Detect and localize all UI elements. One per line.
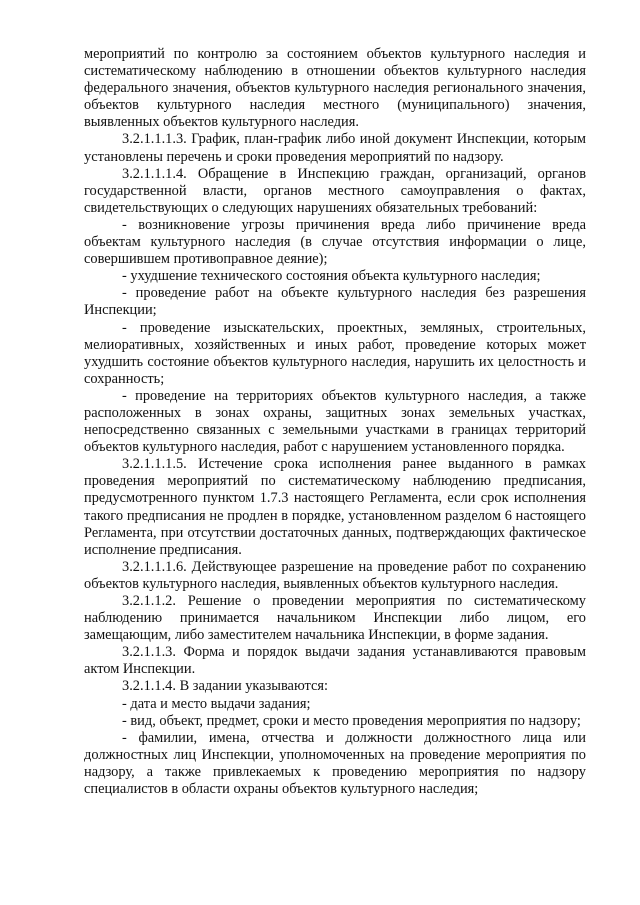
list-item-date-place: - дата и место выдачи задания; xyxy=(122,695,311,712)
list-item-threat: - возникновение угрозы причинения вреда либо причинение вреда объектам культурного наследия (в случае отсутствия информации о лице, совершившем противоправное деяние); xyxy=(84,216,586,268)
paragraph-3-2-1-1-4: 3.2.1.1.4. В задании указываются: xyxy=(122,678,328,695)
paragraph-3-2-1-1-1-4: 3.2.1.1.1.4. Обращение в Инспекцию граждан, организаций, органов государственной власти, органов местного самоуправления о фактах, свидетельствующих о следующих нарушениях обязательных требований: xyxy=(84,165,586,216)
list-item-deterioration: - ухудшение технического состояния объекта культурного наследия; xyxy=(122,268,541,285)
paragraph-3-2-1-1-3: 3.2.1.1.3. Форма и порядок выдачи задания устанавливаются правовым актом Инспекции. xyxy=(84,644,586,678)
paragraph-3-2-1-1-1-6: 3.2.1.1.1.6. Действующее разрешение на проведение работ по сохранению объектов культурного наследия, выявленных объектов культурного наследия. xyxy=(84,558,586,592)
paragraph-3-2-1-1-1-3: 3.2.1.1.1.3. График, план-график либо иной документ Инспекции, которым установлены перечень и сроки проведения мероприятий по надзору. xyxy=(84,131,586,165)
list-item-works-without-permit: - проведение работ на объекте культурного наследия без разрешения Инспекции; xyxy=(84,285,586,319)
document-body xyxy=(84,46,586,798)
paragraph-3-2-1-1-1-5: 3.2.1.1.1.5. Истечение срока исполнения ранее выданного в рамках проведения мероприятий по систематическому наблюдению предписания, предусмотренного пунктом 1.7.3 настоящего Регламента, если срок исполнения такого предписания не продлен в порядке, установленном разделом 6 настоящего Регламента, при отсутствии достаточных данных, подтверждающих фактическое исполнение предписания. xyxy=(84,456,586,558)
list-item-officials: - фамилии, имена, отчества и должности должностного лица или должностных лиц Инспекции, уполномоченных на проведение мероприятия по надзору, а также привлекаемых к проведению мероприятия по надзору специалистов в области охраны объектов культурного наследия; xyxy=(84,729,586,798)
paragraph-intro: мероприятий по контролю за состоянием объектов культурного наследия и систематическому наблюдению в отношении объектов культурного наследия федерального значения, объектов культурного наследия регионального значения, объектов культурного наследия местного (муниципального) значения, выявленных объектов культурного наследия. xyxy=(84,46,586,131)
paragraph-3-2-1-1-2: 3.2.1.1.2. Решение о проведении мероприятия по систематическому наблюдению принимается начальником Инспекции либо лицом, его замещающим, либо заместителем начальника Инспекции, в форме задания. xyxy=(84,593,586,644)
list-item-territory-works: - проведение на территориях объектов культурного наследия, а также расположенных в зонах охраны, защитных зонах земельных участках, непосредственно связанных с земельными участками в границах территорий объектов культурного наследия, работ с нарушением установленного порядка. xyxy=(84,387,586,456)
list-item-survey-works: - проведение изыскательских, проектных, земляных, строительных, мелиоративных, хозяйственных и иных работ, проведение которых может ухудшить состояние объектов культурного наследия, нарушить их целостность и сохранность; xyxy=(84,319,586,387)
list-item-type-object: - вид, объект, предмет, сроки и место проведения мероприятия по надзору; xyxy=(122,712,581,729)
